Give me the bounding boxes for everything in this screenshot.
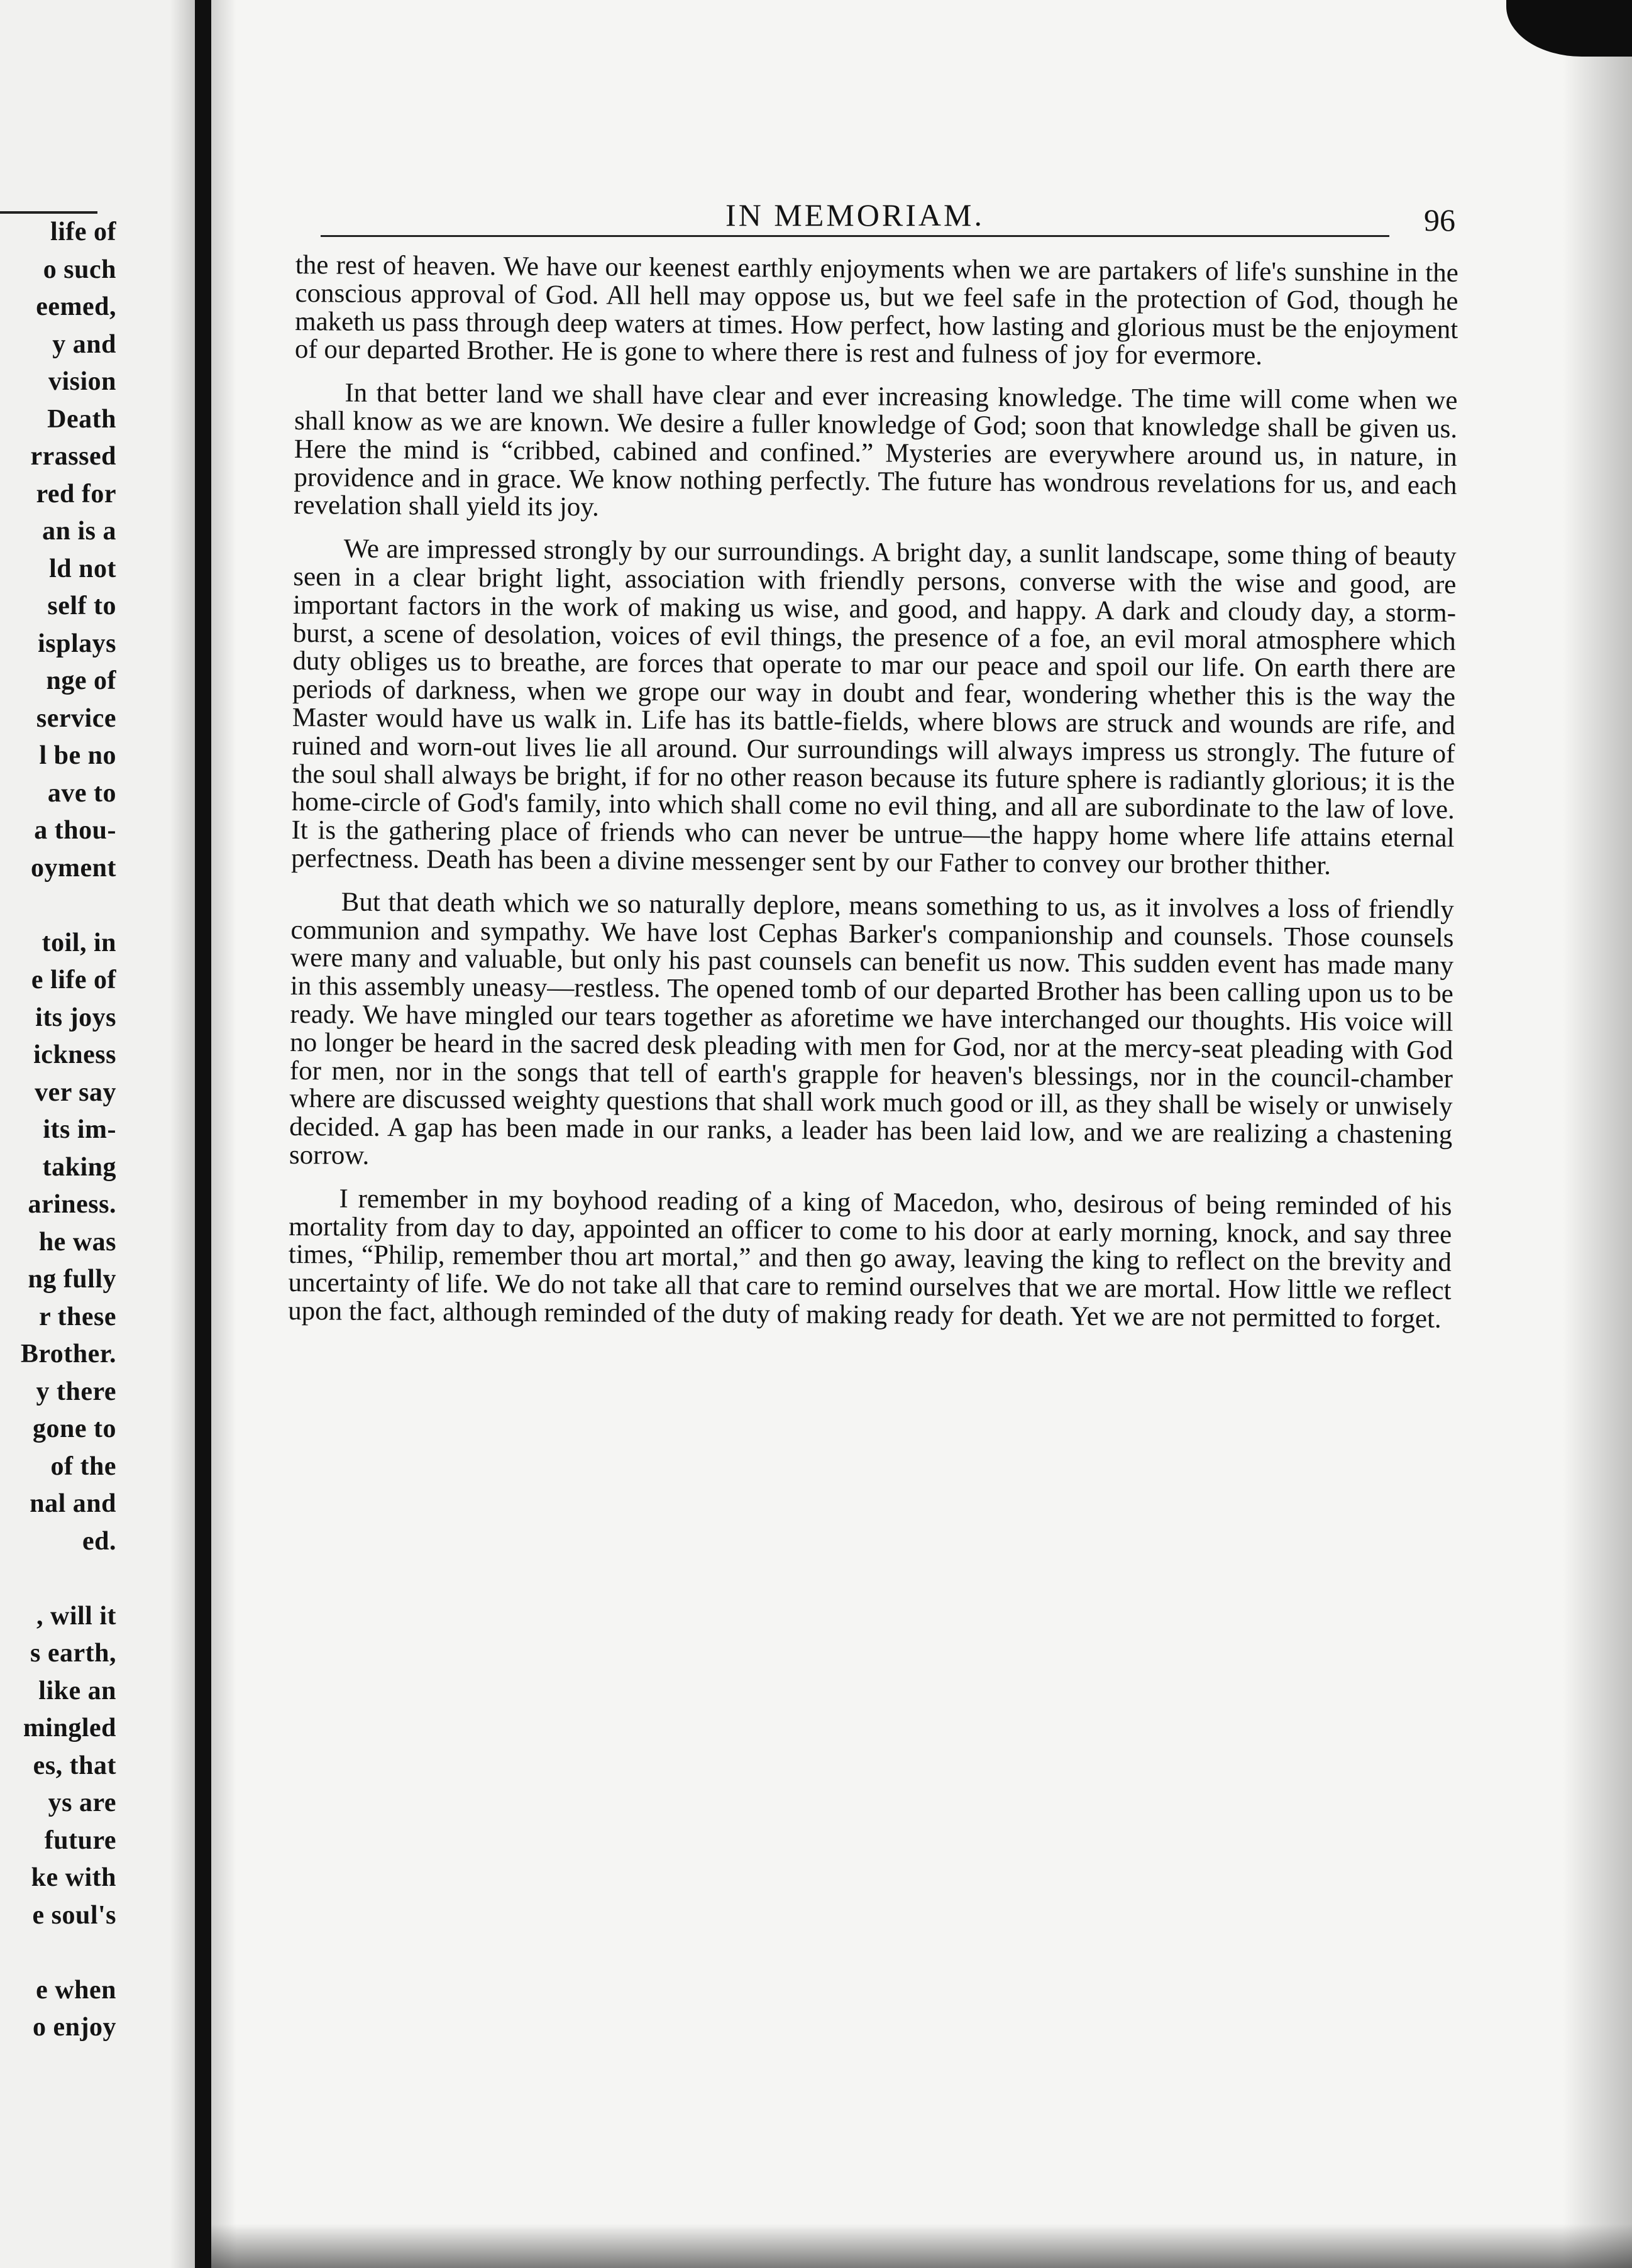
page-shadow-right <box>1563 0 1632 2268</box>
left-page-line: Death <box>47 404 116 434</box>
left-page-line: ickness <box>33 1040 116 1069</box>
page-shadow <box>170 0 195 2268</box>
page-shadow-left <box>211 0 236 2268</box>
left-page-line: nal and <box>30 1489 116 1518</box>
left-page-line: service <box>36 703 116 733</box>
body-text <box>288 251 1458 1349</box>
book-gutter <box>195 0 211 2268</box>
left-page-line: l be no <box>39 741 116 770</box>
left-page-line: Brother. <box>20 1340 116 1368</box>
left-page-fragment <box>0 0 195 2268</box>
left-page-gap <box>0 1560 116 1598</box>
left-page-line: rrassed <box>30 442 116 471</box>
left-page-line: like an <box>38 1676 116 1705</box>
running-head: IN MEMORIAM. <box>725 197 984 233</box>
left-page-line: ariness. <box>28 1190 116 1219</box>
left-page-line: es, that <box>33 1751 116 1780</box>
left-page-line: mingled <box>23 1714 116 1742</box>
left-page-line: y and <box>52 329 116 359</box>
left-page-line: he was <box>38 1227 116 1257</box>
left-page-line: , will it <box>36 1601 116 1631</box>
left-page-line: ys are <box>48 1788 116 1817</box>
left-page-line: ng fully <box>28 1265 116 1294</box>
paragraph: In that better land we shall have clear and ever increasing knowledge. The time will come when we shall know as we are known. We desire a fuller knowledge of God; soon that knowledge shall be given us. Here the mind is “cribbed, cabined and confined.” Mysteries are everywhere around us, in nature, in providence and in grace. We know nothing perfectly. The future has wondrous revelations for us, and each revelation shall yield its joy. <box>294 378 1458 522</box>
left-page-line: oyment <box>31 853 116 883</box>
left-page-line: o such <box>43 255 116 284</box>
page-header <box>321 196 1490 240</box>
left-page-line: isplays <box>38 629 116 658</box>
left-page-line: an is a <box>42 517 116 546</box>
left-page-line: toil, in <box>41 928 116 957</box>
left-page-line: life of <box>50 217 116 246</box>
left-page-line: self to <box>47 592 116 620</box>
left-page-line: ke with <box>31 1863 116 1892</box>
page-bottom-edge <box>211 2224 1632 2268</box>
left-page-line: gone to <box>33 1414 116 1443</box>
left-page-line: a thou- <box>34 816 116 845</box>
left-page-line: taking <box>42 1152 116 1182</box>
left-page-line: ld not <box>49 554 116 583</box>
left-page-line: eemed, <box>36 292 116 321</box>
left-page-line: e when <box>36 1975 116 2005</box>
page-number: 96 <box>1424 202 1455 238</box>
paragraph: We are impressed strongly by our surroundings. A bright day, a sunlit landscape, some thing of beauty seen in a clear bright light, association with friendly persons, converse with the wise and good, are important factors in the work of making us wise, and good, and happy. A dark and cloudy day, a storm-burst, a scene of desolation, voices of evil things, the presence of a foe, an evil moral atmosphere which duty obliges us to breathe, are forces that operate to mar our peace and spoil our life. On earth there are periods of darkness, when we grope our way in doubt and fear, wondering whether this is the way the Master would have us walk in. Life has its battle-fields, where blows are struck and wounds are rife, and ruined and worn-out lives lie all around. Our surroundings will always impress us strongly. The future of the soul shall always be bright, if for no other reason because its future sphere is radiantly glorious; it is the home-circle of God's family, into which shall come no evil thing, and all are subordinate to the law of love. It is the gathering place of friends who can never be untrue—the happy home where life attains eternal perfectness. Death has been a divine messenger sent by our Father to convey our brother thither. <box>291 534 1457 881</box>
left-page-line: ver say <box>35 1077 116 1107</box>
header-rule <box>321 235 1389 237</box>
left-page-line: its joys <box>35 1003 116 1032</box>
left-page-line: red for <box>36 479 116 509</box>
left-page-line: ed. <box>82 1526 116 1556</box>
left-page-line: vision <box>48 367 116 396</box>
left-page-line: s earth, <box>30 1639 116 1668</box>
left-page-line: o enjoy <box>33 2013 116 2042</box>
left-page-gap <box>0 887 116 925</box>
left-page-gap <box>0 1934 116 1972</box>
left-page-line: ave to <box>47 778 116 808</box>
left-page-text <box>0 214 116 2047</box>
paragraph: the rest of heaven. We have our keenest earthly enjoyments when we are partakers of life's sunshine in the conscious approval of God. All hell may oppose us, but we feel safe in the protection of God, though he maketh us pass through deep waters at times. How perfect, how lasting and glorious must be the enjoyment of our departed Brother. He is gone to where there is rest and fulness of joy for evermore. <box>294 250 1458 372</box>
paragraph: But that death which we so naturally deplore, means something to us, as it involves a loss of friendly communion and sympathy. We have lost Cephas Barker's companionship and counsels. Those counsels were many and valuable, but only his past counsels can benefit us now. This sudden event has made many in this assembly uneasy—restless. The opened tomb of our departed Brother has been calling upon us to be ready. We have mingled our tears together as aforetime we have interchanged our thoughts. His voice will no longer be heard in the sacred desk pleading with men for God, nor at the mercy-seat pleading with God for men, nor in the songs that tell of earth's grapple for heaven's blessings, nor in the council-chamber where are discussed weighty questions that shall work much good or ill, as they shall be wisely or unwisely decided. A gap has been made in our ranks, a leader has been laid low, and we are realizing a chastening sorrow. <box>289 887 1454 1170</box>
paragraph: I remember in my boyhood reading of a king of Macedon, who, desirous of being reminded of his mortality from day to day, appointed an officer to come to his door at early morning, knock, and say three times, “Philip, remember thou art mortal,” and then go away, leaving the king to reflect on the brevity and uncertainty of life. We do not take all that care to remind ourselves that we are mortal. How little we reflect upon the fact, although reminded of the duty of making ready for death. Yet we are not permitted to forget. <box>288 1184 1452 1334</box>
left-page-line: its im- <box>43 1115 116 1144</box>
left-page-line: nge of <box>46 666 116 695</box>
left-page-line: e life of <box>31 966 116 994</box>
left-page-line: of the <box>50 1451 116 1481</box>
left-page-line: y there <box>36 1377 116 1406</box>
left-page-line: future <box>44 1825 116 1855</box>
left-page-line: r these <box>39 1302 116 1331</box>
left-page-line: e soul's <box>32 1900 116 1930</box>
